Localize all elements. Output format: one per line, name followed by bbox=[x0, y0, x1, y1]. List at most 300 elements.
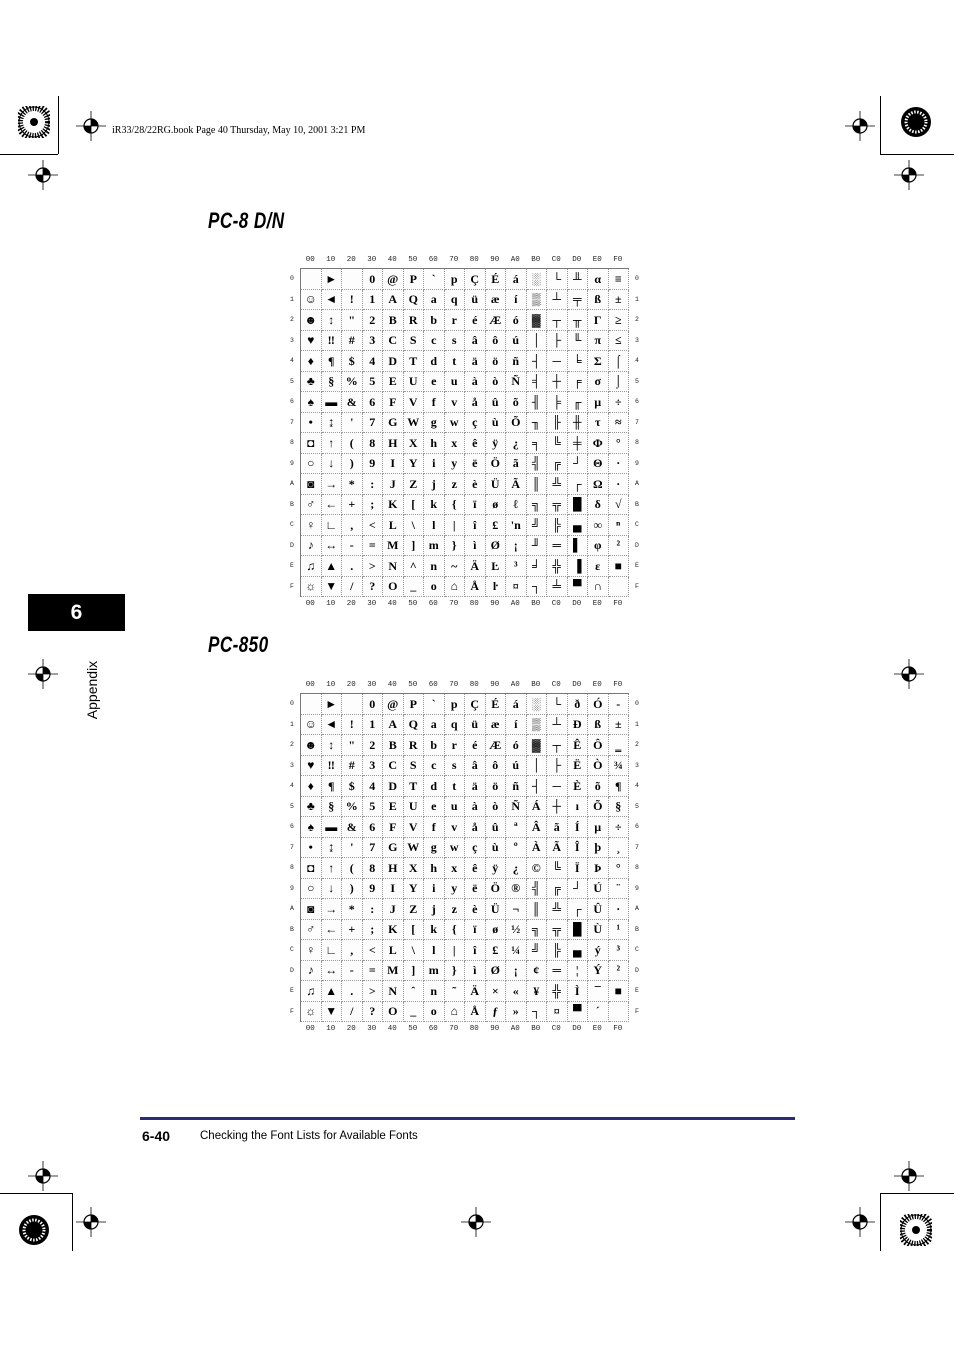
character-cell: F bbox=[383, 392, 404, 413]
character-cell: B bbox=[383, 310, 404, 331]
character-cell: > bbox=[363, 556, 384, 577]
character-cell: ┬ bbox=[547, 735, 568, 756]
row-label: D bbox=[290, 541, 294, 549]
character-cell: S bbox=[404, 756, 425, 777]
character-cell: @ bbox=[383, 269, 404, 290]
character-cell: 6 bbox=[363, 392, 384, 413]
column-label: C0 bbox=[551, 681, 561, 689]
row-label: 1 bbox=[290, 295, 294, 303]
character-cell: ┬ bbox=[547, 310, 568, 331]
character-cell: ╣ bbox=[527, 879, 548, 900]
character-cell: ƒ bbox=[486, 1002, 507, 1023]
character-cell: Ù bbox=[588, 920, 609, 941]
column-label: F0 bbox=[613, 1025, 623, 1033]
character-cell: 0 bbox=[363, 269, 384, 290]
column-label: A0 bbox=[510, 256, 520, 264]
row-label: 3 bbox=[290, 336, 294, 344]
row-label: 9 bbox=[290, 884, 294, 892]
column-label: 90 bbox=[490, 600, 500, 608]
column-label: 50 bbox=[408, 600, 418, 608]
character-cell bbox=[342, 269, 363, 290]
character-cell: < bbox=[363, 940, 384, 961]
character-cell: A bbox=[383, 290, 404, 311]
character-cell: b bbox=[424, 310, 445, 331]
character-cell: ô bbox=[486, 756, 507, 777]
row-label: 5 bbox=[635, 802, 639, 810]
column-label: A0 bbox=[510, 1025, 520, 1033]
row-label: 7 bbox=[290, 843, 294, 851]
column-label: 50 bbox=[408, 256, 418, 264]
column-label: E0 bbox=[592, 256, 602, 264]
character-cell: 7 bbox=[363, 838, 384, 859]
character-cell: ╔ bbox=[547, 879, 568, 900]
character-cell: ö bbox=[486, 351, 507, 372]
character-cell: ← bbox=[322, 920, 343, 941]
character-cell: á bbox=[506, 694, 527, 715]
character-cell: , bbox=[342, 940, 363, 961]
chapter-label: Appendix bbox=[84, 660, 100, 720]
character-cell: { bbox=[445, 920, 466, 941]
character-cell: Ö bbox=[486, 454, 507, 475]
character-cell: 0 bbox=[363, 694, 384, 715]
character-cell: â bbox=[465, 331, 486, 352]
column-label: 30 bbox=[367, 1025, 377, 1033]
character-cell: █ bbox=[568, 920, 589, 941]
character-cell: ♣ bbox=[301, 797, 322, 818]
character-cell: è bbox=[465, 474, 486, 495]
character-cell: ÿ bbox=[486, 433, 507, 454]
character-cell: ∟ bbox=[322, 515, 343, 536]
character-cell: q bbox=[445, 715, 466, 736]
character-cell: n bbox=[424, 556, 445, 577]
character-cell: D bbox=[383, 776, 404, 797]
character-cell: Ô bbox=[588, 735, 609, 756]
character-cell: ; bbox=[363, 495, 384, 516]
character-cell: z bbox=[445, 474, 466, 495]
character-cell: ♂ bbox=[301, 920, 322, 941]
row-label: A bbox=[635, 480, 639, 487]
row-label: F bbox=[635, 582, 639, 590]
column-label: 50 bbox=[408, 1025, 418, 1033]
row-label: 5 bbox=[290, 802, 294, 810]
character-cell: » bbox=[506, 1002, 527, 1023]
character-cell: Ŀ bbox=[486, 556, 507, 577]
character-cell: Y bbox=[404, 879, 425, 900]
character-cell: 'n bbox=[506, 515, 527, 536]
character-cell: é bbox=[465, 735, 486, 756]
character-cell: 3 bbox=[363, 331, 384, 352]
column-label: F0 bbox=[613, 681, 623, 689]
character-cell: Ø bbox=[486, 961, 507, 982]
character-cell: K bbox=[383, 495, 404, 516]
character-cell: z bbox=[445, 899, 466, 920]
character-cell: ˜ bbox=[445, 981, 466, 1002]
column-label: 30 bbox=[367, 256, 377, 264]
character-cell: ╩ bbox=[547, 474, 568, 495]
character-cell: ┘ bbox=[568, 879, 589, 900]
column-label: A0 bbox=[510, 681, 520, 689]
character-cell: ╫ bbox=[568, 413, 589, 434]
character-cell: ♥ bbox=[301, 756, 322, 777]
character-cell: ä bbox=[465, 776, 486, 797]
character-cell: ø bbox=[486, 920, 507, 941]
character-cell: $ bbox=[342, 776, 363, 797]
character-cell: ± bbox=[609, 290, 630, 311]
character-cell: é bbox=[465, 310, 486, 331]
character-cell: ñ bbox=[506, 776, 527, 797]
character-cell: ╛ bbox=[527, 556, 548, 577]
character-cell: È bbox=[568, 776, 589, 797]
rosette-mark-top-left bbox=[18, 106, 50, 138]
character-cell: q bbox=[445, 290, 466, 311]
character-cell: · bbox=[609, 899, 630, 920]
registration-mark-top-right-lower bbox=[894, 160, 924, 190]
character-cell: • bbox=[301, 838, 322, 859]
character-cell: _ bbox=[404, 577, 425, 598]
character-cell: i bbox=[424, 454, 445, 475]
character-cell: Σ bbox=[588, 351, 609, 372]
character-cell: ◄ bbox=[322, 715, 343, 736]
character-cell: « bbox=[506, 981, 527, 1002]
column-label: 10 bbox=[326, 256, 336, 264]
character-cell: ╗ bbox=[527, 495, 548, 516]
character-cell: ♪ bbox=[301, 536, 322, 557]
row-label: 8 bbox=[290, 439, 294, 446]
character-cell: Ê bbox=[568, 735, 589, 756]
row-label: B bbox=[635, 500, 639, 508]
character-cell: ╡ bbox=[527, 372, 548, 393]
character-cell: ó bbox=[506, 310, 527, 331]
character-cell: ¿ bbox=[506, 433, 527, 454]
character-cell: │ bbox=[527, 331, 548, 352]
column-label: C0 bbox=[551, 256, 561, 264]
character-cell: ▬ bbox=[322, 392, 343, 413]
character-cell: ► bbox=[322, 269, 343, 290]
character-cell: Ñ bbox=[506, 372, 527, 393]
character-cell: \ bbox=[404, 515, 425, 536]
character-cell: U bbox=[404, 372, 425, 393]
character-cell: S bbox=[404, 331, 425, 352]
character-cell: Å bbox=[465, 577, 486, 598]
character-cell: ↔ bbox=[322, 961, 343, 982]
character-cell: ç bbox=[465, 838, 486, 859]
column-label: D0 bbox=[572, 600, 582, 608]
character-cell: τ bbox=[588, 413, 609, 434]
character-cell: ¶ bbox=[322, 776, 343, 797]
character-cell: ã bbox=[506, 454, 527, 475]
character-cell: ¨ bbox=[609, 879, 630, 900]
character-cell: ▼ bbox=[322, 577, 343, 598]
character-cell: M bbox=[383, 961, 404, 982]
character-cell: X bbox=[404, 433, 425, 454]
character-cell: Ã bbox=[506, 474, 527, 495]
registration-mark-top-left bbox=[76, 111, 106, 141]
character-cell: ¦ bbox=[568, 961, 589, 982]
character-cell: ` bbox=[424, 269, 445, 290]
character-cell: x bbox=[445, 858, 466, 879]
character-cell: ▲ bbox=[322, 556, 343, 577]
character-cell: o bbox=[424, 1002, 445, 1023]
character-cell: § bbox=[322, 797, 343, 818]
character-cell: ~ bbox=[445, 556, 466, 577]
character-cell: ò bbox=[486, 372, 507, 393]
row-label: 3 bbox=[290, 761, 294, 769]
crop-line bbox=[880, 1193, 881, 1251]
character-cell: h bbox=[424, 858, 445, 879]
character-cell: s bbox=[445, 331, 466, 352]
column-label: 70 bbox=[449, 681, 459, 689]
row-label: A bbox=[290, 905, 294, 912]
column-label: C0 bbox=[551, 1025, 561, 1033]
character-cell: [ bbox=[404, 495, 425, 516]
character-cell: ¬ bbox=[506, 899, 527, 920]
character-cell: j bbox=[424, 899, 445, 920]
character-cell: h bbox=[424, 433, 445, 454]
character-cell: µ bbox=[588, 392, 609, 413]
character-cell: â bbox=[465, 756, 486, 777]
character-cell: # bbox=[342, 331, 363, 352]
character-cell: Î bbox=[568, 838, 589, 859]
character-cell: α bbox=[588, 269, 609, 290]
character-cell: Ç bbox=[465, 694, 486, 715]
column-label: B0 bbox=[531, 600, 541, 608]
character-cell: { bbox=[445, 495, 466, 516]
character-cell: ° bbox=[609, 858, 630, 879]
character-cell: ♂ bbox=[301, 495, 322, 516]
character-cell: µ bbox=[588, 817, 609, 838]
character-cell: Æ bbox=[486, 735, 507, 756]
character-cell: 4 bbox=[363, 776, 384, 797]
character-cell: ♀ bbox=[301, 515, 322, 536]
character-cell: ○ bbox=[301, 879, 322, 900]
character-cell: õ bbox=[588, 776, 609, 797]
character-cell: É bbox=[486, 694, 507, 715]
column-label: B0 bbox=[531, 256, 541, 264]
character-cell: ╠ bbox=[547, 515, 568, 536]
character-cell: ) bbox=[342, 879, 363, 900]
character-cell: î bbox=[465, 515, 486, 536]
character-cell bbox=[609, 577, 630, 598]
character-cell: ┼ bbox=[547, 797, 568, 818]
character-cell: © bbox=[527, 858, 548, 879]
character-cell: J bbox=[383, 899, 404, 920]
character-cell: ² bbox=[609, 536, 630, 557]
character-cell: r bbox=[445, 735, 466, 756]
character-cell: H bbox=[383, 858, 404, 879]
character-cell: ´ bbox=[588, 1002, 609, 1023]
row-label: E bbox=[290, 562, 294, 569]
character-cell: ù bbox=[486, 838, 507, 859]
character-cell: § bbox=[322, 372, 343, 393]
row-label: F bbox=[635, 1007, 639, 1015]
character-cell: M bbox=[383, 536, 404, 557]
column-label: D0 bbox=[572, 256, 582, 264]
character-cell: N bbox=[383, 556, 404, 577]
character-cell: ¤ bbox=[547, 1002, 568, 1023]
character-cell: = bbox=[363, 961, 384, 982]
character-cell: ¾ bbox=[609, 756, 630, 777]
character-cell: ¿ bbox=[506, 858, 527, 879]
character-cell: ↨ bbox=[322, 838, 343, 859]
character-cell: ▼ bbox=[322, 1002, 343, 1023]
character-cell: ô bbox=[486, 331, 507, 352]
character-cell: G bbox=[383, 413, 404, 434]
row-label: 0 bbox=[290, 275, 294, 282]
character-cell: ╚ bbox=[547, 433, 568, 454]
column-label: 30 bbox=[367, 600, 377, 608]
character-cell: ☻ bbox=[301, 735, 322, 756]
character-cell: ┤ bbox=[527, 776, 548, 797]
character-cell: n bbox=[424, 981, 445, 1002]
character-cell: f bbox=[424, 817, 445, 838]
character-cell: " bbox=[342, 735, 363, 756]
character-cell: ü bbox=[465, 290, 486, 311]
row-label: 9 bbox=[635, 459, 639, 467]
page-number: 6-40 bbox=[142, 1128, 171, 1144]
registration-mark-bottom-center bbox=[461, 1207, 491, 1237]
column-label: 00 bbox=[305, 681, 315, 689]
row-label: 4 bbox=[290, 357, 294, 364]
rosette-mark-bottom-right bbox=[900, 1214, 932, 1246]
character-cell: & bbox=[342, 392, 363, 413]
column-label: 80 bbox=[469, 1025, 479, 1033]
column-label: 20 bbox=[346, 600, 356, 608]
character-cell: ▬ bbox=[322, 817, 343, 838]
registration-mark-top-right bbox=[845, 111, 875, 141]
character-cell: ^ bbox=[404, 556, 425, 577]
character-cell: - bbox=[609, 694, 630, 715]
character-cell: \ bbox=[404, 940, 425, 961]
crop-line bbox=[58, 96, 59, 154]
character-cell: ╔ bbox=[547, 454, 568, 475]
character-cell: ♥ bbox=[301, 331, 322, 352]
character-cell: ± bbox=[609, 715, 630, 736]
column-label: 70 bbox=[449, 600, 459, 608]
character-cell: ◙ bbox=[301, 474, 322, 495]
character-cell: · bbox=[609, 474, 630, 495]
section-title-pc850: PC-850 bbox=[208, 632, 269, 657]
character-cell: π bbox=[588, 331, 609, 352]
row-label: C bbox=[290, 946, 294, 953]
character-cell: Û bbox=[588, 899, 609, 920]
character-cell: æ bbox=[486, 715, 507, 736]
character-cell: ¡ bbox=[506, 961, 527, 982]
character-cell: ┐ bbox=[527, 1002, 548, 1023]
character-cell: g bbox=[424, 838, 445, 859]
character-cell: ■ bbox=[609, 981, 630, 1002]
registration-mark-bottom-left-lower bbox=[76, 1207, 106, 1237]
row-label: 6 bbox=[635, 823, 639, 830]
character-cell: ≥ bbox=[609, 310, 630, 331]
column-label: 40 bbox=[387, 1025, 397, 1033]
character-cell: ( bbox=[342, 858, 363, 879]
character-cell: ◘ bbox=[301, 433, 322, 454]
character-cell: T bbox=[404, 776, 425, 797]
character-cell: p bbox=[445, 694, 466, 715]
character-cell: ∟ bbox=[322, 940, 343, 961]
character-cell: ╬ bbox=[547, 556, 568, 577]
character-cell: ╜ bbox=[527, 536, 548, 557]
rosette-mark-top-right bbox=[900, 106, 932, 138]
character-cell: @ bbox=[383, 694, 404, 715]
character-cell: } bbox=[445, 536, 466, 557]
character-cell: Ë bbox=[568, 756, 589, 777]
character-cell: ▌ bbox=[568, 536, 589, 557]
row-label: C bbox=[290, 521, 294, 528]
character-cell: Ý bbox=[588, 961, 609, 982]
column-label: 60 bbox=[428, 1025, 438, 1033]
character-cell: ? bbox=[363, 577, 384, 598]
character-cell: î bbox=[465, 940, 486, 961]
character-cell: ☺ bbox=[301, 290, 322, 311]
character-cell: V bbox=[404, 817, 425, 838]
character-cell: £ bbox=[486, 515, 507, 536]
character-cell: æ bbox=[486, 290, 507, 311]
character-cell: % bbox=[342, 797, 363, 818]
row-label: 6 bbox=[290, 823, 294, 830]
character-cell: - bbox=[342, 961, 363, 982]
row-label: D bbox=[635, 966, 639, 974]
character-cell: ╝ bbox=[527, 515, 548, 536]
character-cell: m bbox=[424, 961, 445, 982]
character-cell: ╗ bbox=[527, 920, 548, 941]
character-cell: ♫ bbox=[301, 981, 322, 1002]
character-cell: ä bbox=[465, 351, 486, 372]
character-grid bbox=[300, 693, 629, 1022]
character-cell: 8 bbox=[363, 433, 384, 454]
character-cell: ) bbox=[342, 454, 363, 475]
crop-line bbox=[880, 96, 881, 154]
character-cell: c bbox=[424, 756, 445, 777]
character-cell: ! bbox=[342, 290, 363, 311]
character-cell: ã bbox=[547, 817, 568, 838]
row-label: 3 bbox=[635, 336, 639, 344]
character-cell: ♦ bbox=[301, 776, 322, 797]
character-cell: } bbox=[445, 961, 466, 982]
character-cell: C bbox=[383, 331, 404, 352]
character-cell: ─ bbox=[547, 351, 568, 372]
column-label: 60 bbox=[428, 681, 438, 689]
book-info-header: iR33/28/22RG.book Page 40 Thursday, May 10, 2001 3:21 PM bbox=[112, 125, 366, 136]
character-cell: ☼ bbox=[301, 577, 322, 598]
footer-title: Checking the Font Lists for Available Fonts bbox=[200, 1130, 418, 1142]
character-cell: w bbox=[445, 413, 466, 434]
character-cell: ŀ bbox=[486, 577, 507, 598]
character-cell: ▄ bbox=[568, 940, 589, 961]
character-cell: Γ bbox=[588, 310, 609, 331]
character-cell: ─ bbox=[547, 776, 568, 797]
character-cell: F bbox=[383, 817, 404, 838]
character-cell: í bbox=[506, 290, 527, 311]
character-cell: ▒ bbox=[527, 290, 548, 311]
character-cell: f bbox=[424, 392, 445, 413]
character-cell: Φ bbox=[588, 433, 609, 454]
character-cell: ├ bbox=[547, 756, 568, 777]
character-cell: Ω bbox=[588, 474, 609, 495]
character-cell: Y bbox=[404, 454, 425, 475]
character-cell: ▀ bbox=[568, 577, 589, 598]
character-cell: ° bbox=[609, 433, 630, 454]
character-cell: × bbox=[486, 981, 507, 1002]
character-cell: ╒ bbox=[568, 372, 589, 393]
character-cell: + bbox=[342, 920, 363, 941]
character-cell: √ bbox=[609, 495, 630, 516]
character-cell: ε bbox=[588, 556, 609, 577]
character-cell: . bbox=[342, 556, 363, 577]
column-label: 60 bbox=[428, 256, 438, 264]
character-cell: P bbox=[404, 269, 425, 290]
column-label: E0 bbox=[592, 1025, 602, 1033]
